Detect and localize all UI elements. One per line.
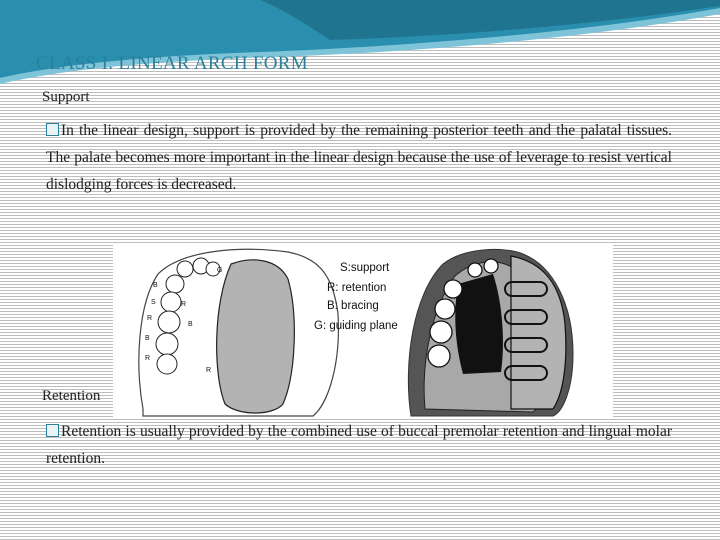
left-palate-plate bbox=[217, 260, 295, 413]
bullet-icon bbox=[46, 424, 59, 437]
support-paragraph bbox=[46, 117, 672, 198]
svg-text:B: B bbox=[188, 321, 193, 328]
retention-text: Retention is usually provided by the combined use of buccal premolar retention and lingual molar retention. bbox=[46, 423, 672, 467]
legend-retention: R: retention bbox=[327, 282, 387, 294]
bullet-icon bbox=[46, 123, 59, 136]
svg-text:S: S bbox=[151, 299, 156, 306]
header-wave-decoration bbox=[0, 0, 720, 90]
svg-text:R: R bbox=[206, 367, 212, 374]
legend-guiding-plane: G: guiding plane bbox=[314, 320, 398, 332]
left-teeth-row bbox=[156, 258, 223, 374]
legend-bracing: B: bracing bbox=[327, 300, 379, 312]
legend bbox=[314, 262, 398, 332]
dental-arch-figure bbox=[113, 244, 613, 419]
right-gray-plate bbox=[511, 256, 566, 409]
svg-text:R: R bbox=[145, 355, 151, 362]
svg-text:B: B bbox=[153, 282, 158, 289]
support-heading: Support bbox=[42, 89, 90, 105]
svg-text:R: R bbox=[181, 301, 187, 308]
retention-paragraph bbox=[46, 418, 672, 472]
legend-support: S:support bbox=[340, 262, 390, 274]
slide-title: CLASS I. LINEAR ARCH FORM bbox=[36, 53, 308, 74]
svg-text:B: B bbox=[145, 335, 150, 342]
svg-text:G: G bbox=[217, 267, 223, 274]
support-text: In the linear design, support is provided by the remaining posterior teeth and the palatal tissues. The palate becomes more important in the linear design because the use of leverage to resist vertical dislodging forces is decreased. bbox=[46, 122, 672, 193]
svg-text:R: R bbox=[147, 315, 153, 322]
retention-heading: Retention bbox=[42, 388, 101, 404]
